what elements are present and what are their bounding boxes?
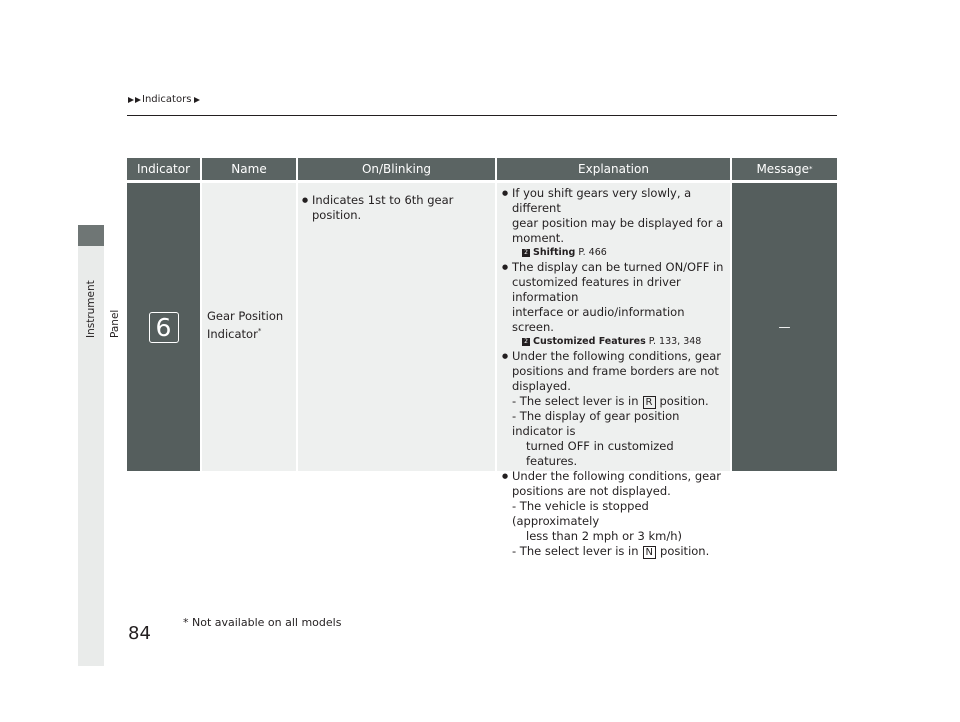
sub-item: - The display of gear position indicator is (512, 409, 680, 438)
gear-r-key-icon: R (643, 396, 656, 409)
header-indicator: Indicator (127, 158, 202, 180)
breadcrumb-text[interactable]: Indicators (142, 94, 192, 105)
footnote: * Not available on all models (183, 616, 342, 629)
gear-position-icon (149, 312, 179, 343)
reference-title: Customized Features (533, 336, 646, 347)
name-cell (202, 183, 298, 471)
on-blinking-cell (298, 183, 497, 471)
gear-position-glyph: 6 (155, 312, 172, 342)
header-message-label: Message (756, 162, 810, 176)
text-span: position. (660, 544, 710, 558)
gear-n-key-icon: N (643, 546, 656, 559)
section-tab-marker (78, 225, 104, 246)
text-line: ● Under the following conditions, gear (512, 349, 721, 363)
explanation-bullet-1 (502, 186, 726, 246)
text-span: - The select lever is in (512, 394, 639, 408)
text-line: positions are not displayed. (512, 484, 671, 498)
footnote-star: * (809, 165, 813, 173)
text-span: position. (659, 394, 709, 408)
header-explanation: Explanation (497, 158, 732, 180)
section-label: Instrument Panel (85, 280, 121, 338)
reference-arrow-icon: 2 (522, 249, 530, 257)
text-line: interface or audio/information screen. (512, 305, 685, 334)
breadcrumb-arrow-icon (194, 97, 200, 103)
sub-item (502, 394, 726, 409)
breadcrumb-arrow-icon (128, 97, 134, 103)
text-span: - The select lever is in (512, 544, 639, 558)
name-line-2 (207, 324, 296, 342)
text-line: ● Under the following conditions, gear (512, 469, 721, 483)
name-line-1: Gear Position (207, 309, 284, 323)
text-line: displayed. (512, 379, 571, 393)
message-text: — (778, 320, 791, 334)
cross-reference-customized-features[interactable] (502, 335, 726, 349)
page-number: 84 (128, 623, 151, 644)
on-blinking-text: ● Indicates 1st to 6th gear position. (302, 193, 493, 223)
text-line: gear position may be displayed for a (512, 216, 724, 230)
reference-page: P. 133, 348 (648, 336, 702, 347)
reference-arrow-icon: 2 (522, 338, 530, 346)
reference-title: Shifting (533, 247, 576, 258)
header-rule (127, 115, 837, 116)
sub-item: - The vehicle is stopped (approximately (512, 499, 649, 528)
sub-item-continued: less than 2 mph or 3 km/h) (526, 529, 683, 543)
footnote-star: * (257, 327, 262, 335)
header-message (732, 158, 837, 180)
explanation-bullet-4 (502, 469, 726, 499)
header-name: Name (202, 158, 298, 180)
text-line: ● The display can be turned ON/OFF in (512, 260, 724, 274)
explanation-bullet-3 (502, 349, 726, 394)
cross-reference-shifting[interactable] (502, 246, 726, 260)
indicator-table (127, 158, 837, 558)
name-line-2-text: Indicator (207, 326, 258, 341)
indicator-cell (127, 183, 202, 471)
explanation-bullet-2 (502, 260, 726, 335)
table-header (127, 158, 837, 180)
text-line: customized features in driver information (512, 275, 681, 304)
message-cell (732, 183, 837, 471)
reference-page: P. 466 (578, 247, 607, 258)
text-line: positions and frame borders are not (512, 364, 719, 378)
breadcrumb (128, 94, 201, 105)
breadcrumb-arrow-icon (135, 97, 141, 103)
explanation-cell (497, 183, 732, 558)
text-line: moment. (512, 231, 564, 245)
text-line: ● If you shift gears very slowly, a different (512, 186, 692, 215)
header-on-blinking: On/Blinking (298, 158, 497, 180)
sub-item-continued: turned OFF in customized features. (526, 439, 674, 468)
table-row (127, 183, 837, 558)
sub-item (502, 544, 726, 559)
